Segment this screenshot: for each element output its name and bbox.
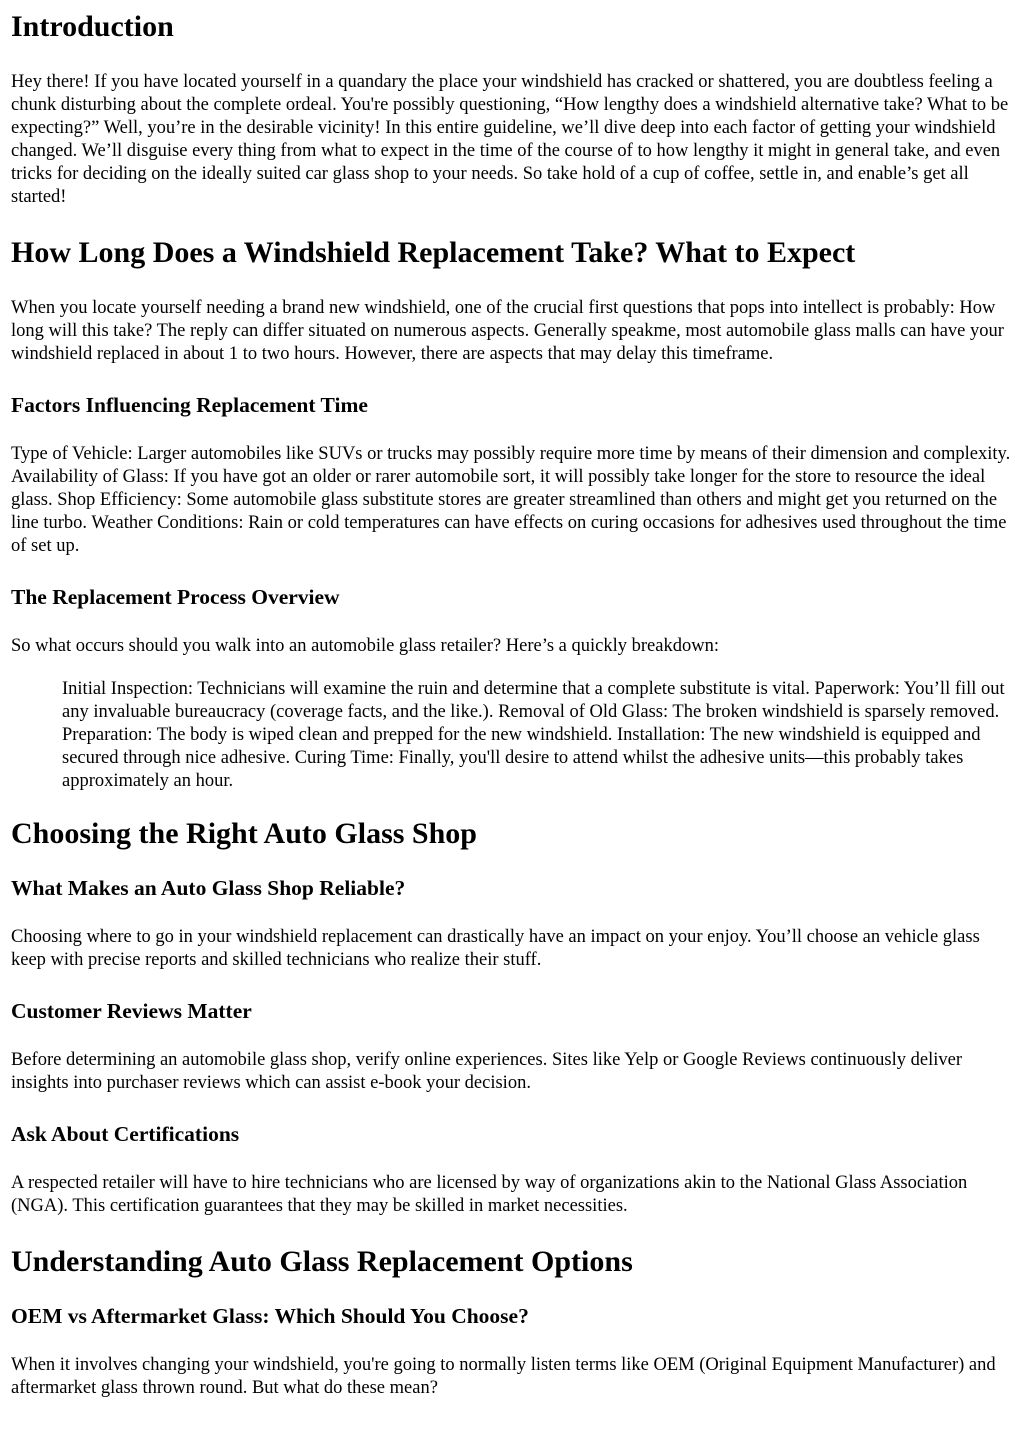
process-heading: The Replacement Process Overview — [11, 585, 340, 609]
oem-vs-aftermarket-paragraph: When it involves changing your windshield, you're going to normally listen terms like OEM (Original Equipment Manufacturer) and aftermarket glass thrown round. But what do these mean? — [11, 1355, 996, 1398]
replacement-options-heading: Understanding Auto Glass Replacement Options — [11, 1245, 633, 1278]
how-long-paragraph: When you locate yourself needing a brand new windshield, one of the crucial first questions that pops into intellect is probably: How long will this take? The reply can differ situated on numerous aspects. Generally speakme, most automobile glass malls can have your windshield replaced in about 1 to two hours. However, there are aspects that may delay this timeframe. — [11, 298, 1004, 364]
how-long-heading: How Long Does a Windshield Replacement Take? What to Expect — [11, 236, 856, 269]
choosing-shop-heading: Choosing the Right Auto Glass Shop — [11, 817, 477, 850]
certifications-paragraph: A respected retailer will have to hire technicians who are licensed by way of organizations akin to the National Glass Association (NGA). This certification guarantees that they may be skilled in market necessities. — [11, 1173, 968, 1216]
process-steps-paragraph: Initial Inspection: Technicians will examine the ruin and determine that a complete substitute is vital. Paperwork: You’ll fill out any invaluable bureaucracy (coverage facts, and the like.). Removal of Old Glass: The broken windshield is sparsely removed. Preparation: The body is wiped clean and prepped for the new windshield. Installation: The new windshield is equipped and secured through nice adhesive. Curing Time: Finally, you'll desire to attend whilst the adhesive units—this probably takes approximately an hour. — [62, 679, 1005, 791]
introduction-paragraph: Hey there! If you have located yourself in a quandary the place your windshield has cracked or shattered, you are doubtless feeling a chunk disturbing about the complete ordeal. You're possibly questioning, “How lengthy does a windshield alternative take? What to be expecting?” Well, you’re in the desirable vicinity! In this entire guideline, we’ll dive deep into each factor of getting your windshield changed. We’ll disguise every thing from what to expect in the time of the course of to how lengthy it might in general take, and even tricks for deciding on the ideally suited car glass shop to your needs. So take hold of a cup of coffee, settle in, and enable’s get all started! — [11, 72, 1009, 207]
customer-reviews-paragraph: Before determining an automobile glass shop, verify online experiences. Sites like Yelp or Google Reviews continuously deliver insights into purchaser reviews which can assist e-book your decision. — [11, 1050, 963, 1093]
process-intro-paragraph: So what occurs should you walk into an automobile glass retailer? Here’s a quickly breakdown: — [11, 636, 719, 656]
introduction-heading: Introduction — [11, 10, 174, 43]
oem-vs-aftermarket-heading: OEM vs Aftermarket Glass: Which Should You Choose? — [11, 1304, 529, 1328]
customer-reviews-heading: Customer Reviews Matter — [11, 999, 252, 1023]
certifications-heading: Ask About Certifications — [11, 1122, 240, 1146]
reliable-shop-heading: What Makes an Auto Glass Shop Reliable? — [11, 876, 406, 900]
reliable-shop-paragraph: Choosing where to go in your windshield replacement can drastically have an impact on your enjoy. You’ll choose an vehicle glass keep with precise reports and skilled technicians who realize their stuff. — [11, 927, 980, 970]
article — [0, 10, 1024, 1400]
factors-heading: Factors Influencing Replacement Time — [11, 393, 368, 417]
factors-paragraph: Type of Vehicle: Larger automobiles like SUVs or trucks may possibly require more time by means of their dimension and complexity. Availability of Glass: If you have got an older or rarer automobile sort, it will possibly take longer for the store to resource the ideal glass. Shop Efficiency: Some automobile glass substitute stores are greater streamlined than others and might get you returned on the line turbo. Weather Conditions: Rain or cold temperatures can have effects on curing occasions for adhesives used throughout the time of set up. — [11, 444, 1011, 556]
